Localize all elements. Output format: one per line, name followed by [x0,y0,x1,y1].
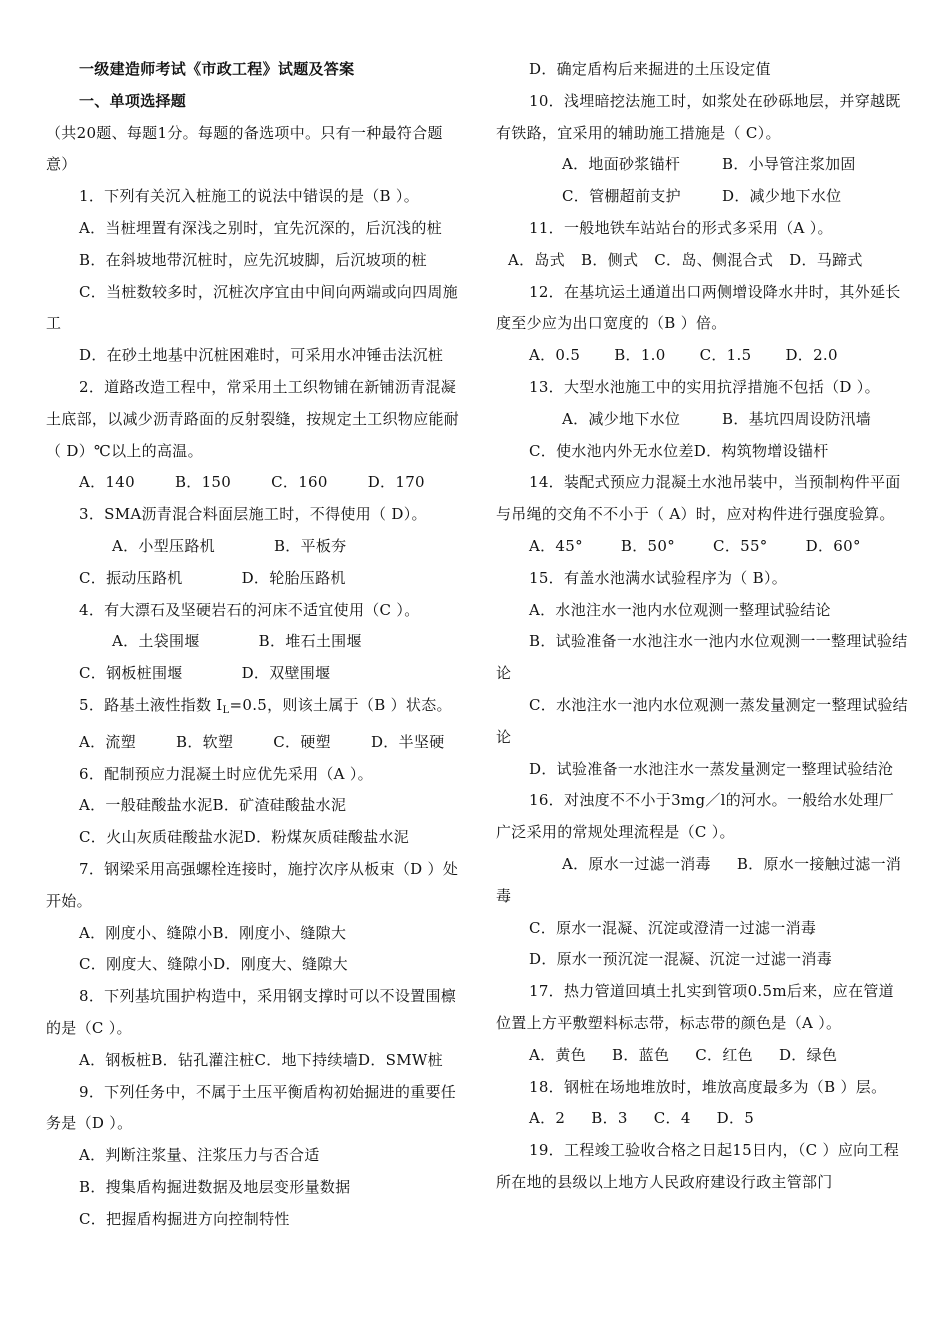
q10-option-c: C．管棚超前支护 [562,187,681,206]
question-10: 10．浅埋暗挖法施工时，如浆处在砂砾地层，并穿越既有铁路，宜采用的辅助施工措施是（ C）。 [496,91,901,142]
q16-option-d: D．原水一预沉淀一混凝、沉淀一过滤一消毒 [529,950,833,969]
q12-option-b: B．1.0 [614,346,666,365]
q10-option-a: A．地面砂浆锚杆 [562,155,681,174]
q8-options: A．钢板桩B．钻孔灌注桩C．地下持续墙D．SMW桩 [79,1050,443,1069]
q5-text-end: =0.5，则该土属于（B ）状态。 [229,695,452,714]
question-9: 9．下列任务中，不属于土压平衡盾构初始掘进的重要任务是（D ）。 [46,1082,457,1133]
q15-option-a: A．水池注水一池内水位观测一整理试验结论 [529,600,831,619]
question-2: 2．道路改造工程中，常采用土工织物铺在新铺沥青混凝土底部，以减少沥青路面的反射裂缝，按规定土工织物应能耐（ D）℃以上的高温。 [46,377,460,460]
question-7: 7．钢梁采用高强螺栓连接时，施拧次序从板束（D ）处开始。 [46,859,459,910]
q14-option-a: A．45° [529,536,583,555]
question-8: 8．下列基坑围护构造中，采用钢支撑时可以不设置围檩的是（C ）。 [46,987,457,1037]
question-13: 13．大型水池施工中的实用抗浮措施不包括（D ）。 [529,377,880,396]
q5-option-b: B．软塑 [176,732,234,751]
question-6: 6．配制预应力混凝土时应优先采用（A ）。 [79,764,373,783]
q5-text-start: 5．路基土液性指数 I [79,695,223,714]
question-19: 19．工程竣工验收合格之日起15日内，（C ）应向工程所在地的县级以上地方人民政府建设行政主管部门 [496,1141,900,1191]
q17-options [496,1040,908,1072]
q11-option-a: A．岛式 [508,250,566,269]
question-4: 4．有大漂石及坚硬岩石的河床不适宜使用（C ）。 [79,600,420,619]
q17-option-b: B．蓝色 [612,1045,670,1064]
q10-option-d: D．减少地下水位 [722,187,842,206]
q1-option-d: D．在砂土地基中沉桩困难时，可采用水冲锤击法沉桩 [79,346,444,365]
q5-option-d: D．半坚硬 [370,732,445,751]
q11-option-b: B．侧式 [581,250,639,269]
q18-option-a: A．2 [529,1109,566,1128]
q2-option-b: B．150 [174,473,232,492]
question-16: 16．对浊度不不小于3mg／l的河水。一般给水处理厂广泛采用的常规处理流程是（C ）。 [496,791,895,842]
q10-options-ab [496,149,908,181]
section-heading: 一、单项选择题 [79,91,187,110]
question-15: 15．有盖水池满水试验程序为（ B）。 [529,568,788,587]
q9-option-b: B．搜集盾构掘进数据及地层变形量数据 [79,1177,351,1196]
q3-option-d: D．轮胎压路机 [241,568,346,587]
q6-options-ab: A．一般硅酸盐水泥B．矿渣硅酸盐水泥 [79,796,347,815]
question-14: 14．装配式预应力混凝土水池吊装中，当预制构件平面与吊绳的交角不不小于（ A）时，应对构件进行强度验算。 [496,473,901,524]
q13-options-cd: C．使水池内外无水位差D．构筑物增设锚杆 [529,441,829,460]
q5-options [46,727,464,759]
q2-option-a: A．140 [79,473,135,492]
q13-option-a: A．减少地下水位 [562,409,681,428]
q14-options [496,531,908,563]
q4-option-d: D．双壁围堰 [241,664,331,683]
q16-option-a: A．原水一过滤一消毒 [562,854,711,873]
q2-option-d: D．170 [367,473,425,492]
q14-option-b: B．50° [620,536,676,555]
q16-options-ab [496,849,908,913]
q10-options-cd [496,181,908,213]
question-12: 12．在基坑运土通道出口两侧增设降水井时，其外延长度至少应为出口宽度的（B ）倍。 [496,282,901,333]
q6-options-cd: C．火山灰质硅酸盐水泥D．粉煤灰质硅酸盐水泥 [79,828,410,847]
q7-options-cd: C．刚度大、缝隙小D．刚度大、缝隙大 [79,955,348,974]
question-3: 3．SMA沥青混合料面层施工时，不得使用（ D）。 [79,505,427,524]
q14-option-d: D．60° [805,536,861,555]
q17-option-c: C．红色 [695,1045,753,1064]
q3-option-b: B．平板夯 [273,536,347,555]
q12-option-c: C．1.5 [699,346,752,365]
q15-option-c: C．水池注水一池内水位观测一蒸发量测定一整理试验结论 [496,695,908,746]
q4-option-b: B．堆石土围堰 [258,632,362,651]
question-1: 1．下列有关沉入桩施工的说法中错误的是（B ）。 [79,187,420,206]
q1-option-c: C．当桩数较多时，沉桩次序宜由中间向两端或向四周施工 [46,282,458,333]
question-5 [46,690,464,727]
q15-option-b: B．试验准备一水池注水一池内水位观测一一整理试验结论 [496,632,908,683]
q9-option-d: D．确定盾构后来掘进的土压设定值 [529,60,771,78]
q16-option-c: C．原水一混凝、沉淀或澄清一过滤一消毒 [529,918,817,937]
q5-subscript: L [222,704,230,716]
q11-option-c: C．岛、侧混合式 [654,250,774,269]
q3-option-a: A．小型压路机 [112,536,215,555]
q4-option-a: A．土袋围堰 [112,632,200,651]
q17-option-a: A．黄色 [529,1045,587,1064]
q18-option-d: D．5 [716,1109,755,1128]
q16-option-b: B．原水一接触过滤一消毒 [496,854,902,905]
q18-option-b: B．3 [591,1109,628,1128]
q18-options [496,1103,908,1135]
q5-option-a: A．流塑 [79,732,137,751]
q18-option-c: C．4 [653,1109,691,1128]
q17-option-d: D．绿色 [778,1045,838,1064]
q1-option-b: B．在斜坡地带沉桩时，应先沉坡脚，后沉坡项的桩 [79,250,427,269]
q14-option-c: C．55° [713,536,768,555]
q4-options [46,626,464,690]
q15-option-d: D．试验准备一水池注水一蒸发量测定一整理试验结沧 [529,759,894,778]
q5-option-c: C．硬塑 [273,732,331,751]
q10-option-b: B．小导管注浆加固 [722,155,856,174]
q11-options [496,245,908,277]
q1-option-a: A．当桩埋置有深浅之别时，宜先沉深的，后沉浅的桩 [79,218,443,237]
question-11: 11．一般地铁车站站台的形式多采用（A ）。 [529,218,833,237]
q13-option-b: B．基坑四周设防汛墙 [722,409,872,428]
q2-option-c: C．160 [271,473,328,492]
question-17: 17．热力管道回填土扎实到管项0.5m后来，应在管道位置上方平敷塑料标志带，标志带的颜色是（A ）。 [496,982,894,1032]
document-title: 一级建造师考试《市政工程》试题及答案 [79,60,355,78]
q11-option-d: D．马蹄式 [789,250,863,269]
q3-options [46,531,464,595]
q12-options [496,340,908,372]
right-column [496,54,908,1199]
q12-option-d: D．2.0 [785,346,838,365]
q3-option-c: C．振动压路机 [79,568,183,587]
q7-options-ab: A．刚度小、缝隙小B．刚度小、缝隙大 [79,923,347,942]
left-column [46,54,464,1235]
q9-option-a: A．判断注浆量、注浆压力与否合适 [79,1146,320,1165]
q2-options [46,467,464,499]
q4-option-c: C．钢板桩围堰 [79,664,183,683]
q9-option-c: C．把握盾构掘进方向控制特性 [79,1209,290,1228]
q12-option-a: A．0.5 [529,346,581,365]
section-note: （共20题、每题1分。每题的备选项中。只有一种最符合题意） [46,123,443,174]
question-18: 18．钢桩在场地堆放时，堆放高度最多为（B ）层。 [529,1077,887,1096]
q13-options-ab [496,404,908,436]
